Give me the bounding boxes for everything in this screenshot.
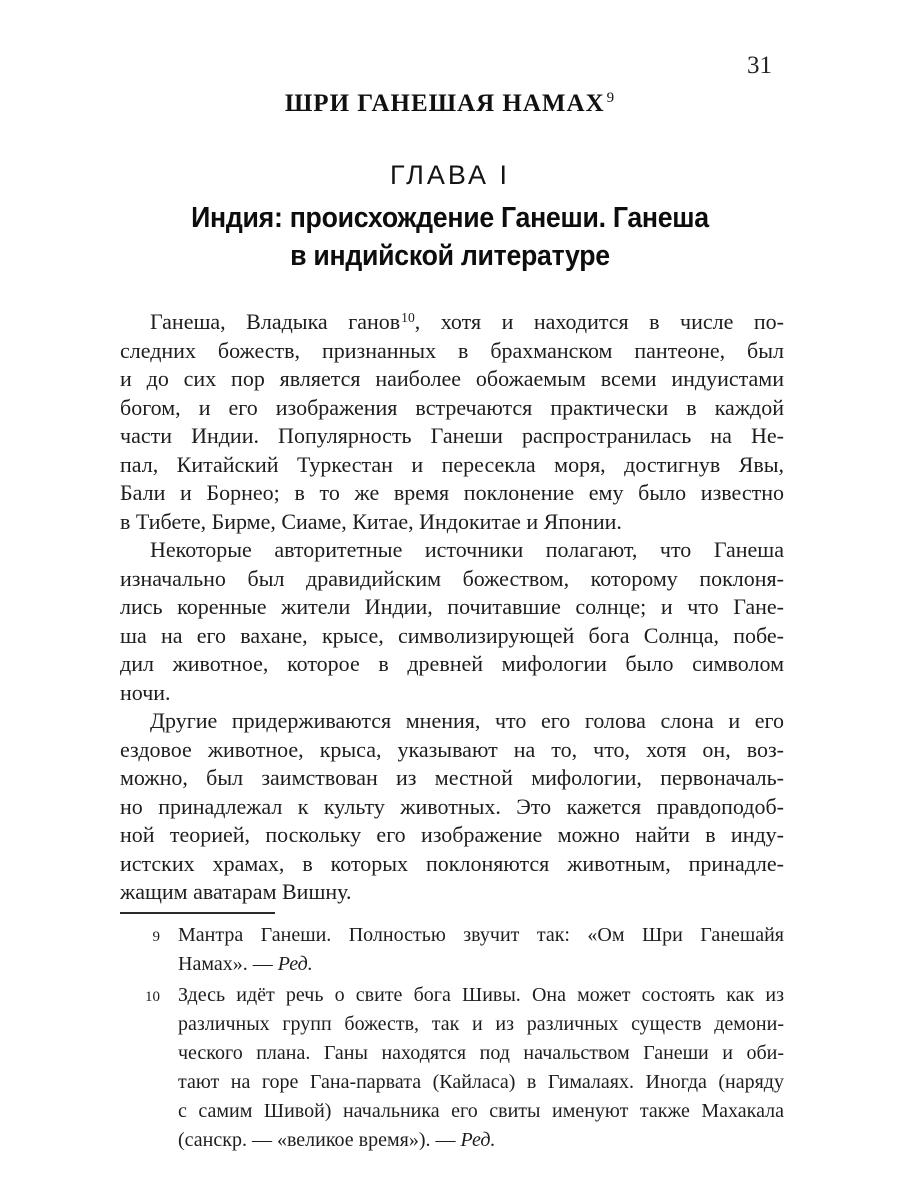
text-line: можно, был заимствован из местной мифологии, первоначаль-: [120, 765, 784, 790]
text-line: ездовое животное, крыса, указывают на то, что, хотя он, воз-: [120, 736, 784, 762]
text-line: Другие придерживаются мнения, что его голова слона и его: [150, 708, 784, 733]
page-content: [120, 308, 784, 1155]
text-line: и до сих пор является наиболее обожаемым всеми индуистами: [120, 366, 784, 391]
footnote-body: [178, 981, 784, 1155]
running-header-text: ШРИ ГАНЕШАЯ НАМАХ: [284, 90, 605, 117]
text-line: изначально был дравидийским божеством, которому поклоня-: [120, 565, 784, 591]
footnote-number: 9: [152, 928, 160, 945]
text-line: Ганеша, Владыка ганов$^{10}$, хотя и находится в числе по-: [150, 309, 784, 334]
footnote-number: 10: [145, 988, 160, 1005]
text-line: лись коренные жители Индии, почитавшие солнце; и что Гане-: [120, 594, 784, 619]
running-header-footnote-ref: 9: [606, 89, 616, 106]
text-line: ческого плана. Ганы находятся под начальством Ганеши и оби-: [178, 1041, 784, 1064]
text-line: части Индии. Популярность Ганеши распространилась на Не-: [120, 423, 784, 448]
text-line: различных групп божеств, так и из различных существ демони-: [178, 1012, 784, 1035]
chapter-label: ГЛАВА I: [390, 160, 510, 190]
running-header: [0, 90, 900, 118]
text-line: ночи.: [120, 679, 171, 705]
chapter-title-line: в индийской литературе: [290, 240, 610, 272]
text-line: Бали и Борнео; в то же время поклонение ему было известно: [120, 480, 784, 505]
chapter-title-line: Индия: происхождение Ганеши. Ганеша: [191, 202, 709, 234]
text-line: но принадлежал к культу животных. Это кажется правдоподоб-: [120, 793, 784, 819]
text-line: истских храмах, в которых поклоняются животным, принадле-: [120, 850, 784, 876]
body-paragraph: [120, 308, 784, 536]
footnote: [120, 921, 784, 979]
footnote: [120, 981, 784, 1155]
text-line: пал, Китайский Туркестан и пересекла моря, достигнув Явы,: [120, 451, 784, 477]
footnote-body: [178, 921, 784, 979]
footnote-divider: [120, 912, 275, 914]
body-paragraph: [120, 536, 784, 707]
text-line: ной теорией, поскольку его изображение можно найти в инду-: [120, 822, 784, 847]
text-line: Намах». — Ред.: [178, 952, 313, 975]
text-line: богом, и его изображения встречаются практически в каждой: [120, 394, 784, 420]
text-line: жащим аватарам Вишну.: [120, 879, 352, 904]
text-line: дил животное, которое в древней мифологии было символом: [120, 651, 784, 676]
text-line: ша на его вахане, крысе, символизирующей бога Солнца, побе-: [120, 622, 784, 648]
text-line: Некоторые авторитетные источники полагают, что Ганеша: [150, 537, 784, 562]
chapter-title: [36, 199, 864, 275]
body-paragraph: [120, 707, 784, 907]
text-line: в Тибете, Бирме, Сиаме, Китае, Индокитае и Японии.: [120, 508, 622, 534]
text-line: тают на горе Гана-парвата (Кайласа) в Гималаях. Иногда (наряду: [178, 1070, 784, 1093]
text-line: следних божеств, признанных в брахманском пантеоне, был: [120, 337, 784, 363]
text-line: Здесь идёт речь о свите бога Шивы. Она может состоять как из: [178, 983, 784, 1006]
text-line: (санскр. — «великое время»). — Ред.: [178, 1128, 496, 1151]
page-number: 31: [747, 52, 772, 79]
text-line: с самим Шивой) начальника его свиты именуют также Махакала: [178, 1099, 784, 1122]
text-line: Мантра Ганеши. Полностью звучит так: «Ом Шри Ганешайя: [178, 923, 784, 946]
